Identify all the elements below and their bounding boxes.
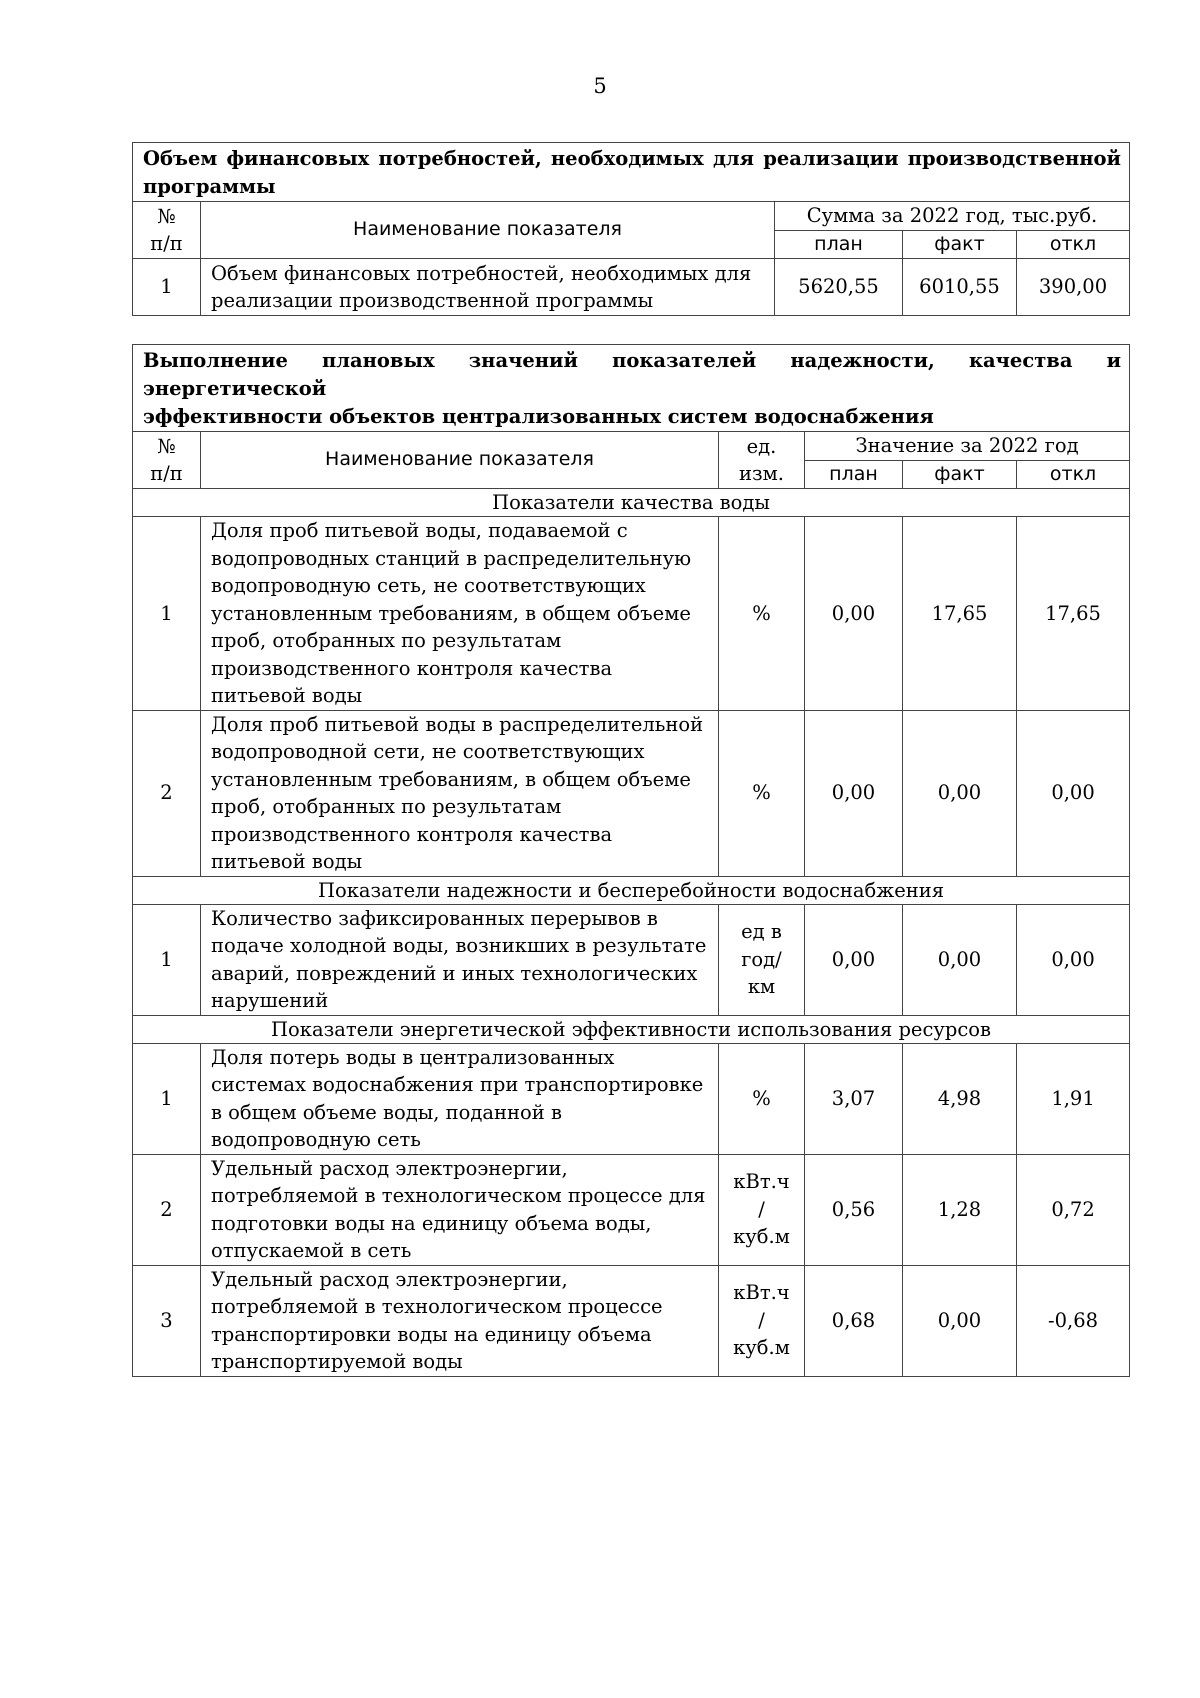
row-name: Доля потерь воды в централизованных системах водоснабжения при транспортировке в общем объеме воды, поданной в водопроводную сеть xyxy=(201,1043,719,1154)
unit-line: куб.м xyxy=(733,1336,790,1360)
header-text: п/п xyxy=(150,232,183,255)
table-row xyxy=(133,259,1130,316)
row-fact: 0,00 xyxy=(903,710,1017,876)
row-name: Удельный расход электроэнергии, потребляемой в технологическом процессе транспортировки воды на единицу объема транспортируемой воды xyxy=(201,1265,719,1376)
table-row xyxy=(133,1043,1130,1154)
row-plan: 3,07 xyxy=(805,1043,903,1154)
page-number: 5 xyxy=(593,74,607,98)
row-fact: 0,00 xyxy=(903,1265,1017,1376)
performance-indicators-table xyxy=(132,344,1130,1377)
table-title-line: программы xyxy=(143,175,276,198)
table-row xyxy=(133,710,1130,876)
row-unit: % xyxy=(719,710,805,876)
table-title xyxy=(133,345,1130,432)
section-title: Показатели энергетической эффективности использования ресурсов xyxy=(133,1015,1130,1043)
row-dev: 0,00 xyxy=(1017,710,1130,876)
table-title-row xyxy=(133,345,1130,432)
row-number: 3 xyxy=(133,1265,201,1376)
table-title-line: эффективности объектов централизованных систем водоснабжения xyxy=(143,405,934,428)
row-fact: 4,98 xyxy=(903,1043,1017,1154)
unit-line: / xyxy=(758,1308,765,1332)
col-number-header xyxy=(133,432,201,489)
header-text: № xyxy=(157,434,176,458)
row-fact: 6010,55 xyxy=(903,259,1017,316)
unit-line: ед в xyxy=(741,920,782,944)
row-plan: 0,00 xyxy=(805,710,903,876)
table-row xyxy=(133,904,1130,1015)
section-row xyxy=(133,489,1130,517)
table-row xyxy=(133,517,1130,711)
header-text: № xyxy=(157,204,176,228)
unit-line: год/ xyxy=(741,947,782,971)
row-plan: 0,68 xyxy=(805,1265,903,1376)
row-name: Количество зафиксированных перерывов в подаче холодной воды, возникших в результате аварий, повреждений и иных технологических нарушений xyxy=(201,904,719,1015)
header-text: ед. xyxy=(746,434,777,458)
col-fact-header: факт xyxy=(903,230,1017,259)
table-title-line: Выполнение плановых значений показателей надежности, качества и энергетической xyxy=(143,349,1122,400)
row-plan: 0,00 xyxy=(805,904,903,1015)
col-plan-header: план xyxy=(805,460,903,489)
row-plan: 0,00 xyxy=(805,517,903,711)
table-title xyxy=(133,143,1130,202)
header-text: п/п xyxy=(150,462,183,485)
col-number-header xyxy=(133,202,201,259)
row-number: 1 xyxy=(133,517,201,711)
row-unit: % xyxy=(719,517,805,711)
section-title: Показатели качества воды xyxy=(133,489,1130,517)
row-dev: 1,91 xyxy=(1017,1043,1130,1154)
header-row xyxy=(133,432,1130,461)
row-dev: 17,65 xyxy=(1017,517,1130,711)
row-number: 1 xyxy=(133,904,201,1015)
row-name: Объем финансовых потребностей, необходимых для реализации производственной программы xyxy=(201,259,775,316)
row-unit: % xyxy=(719,1043,805,1154)
row-dev: 0,00 xyxy=(1017,904,1130,1015)
row-number: 2 xyxy=(133,1154,201,1265)
unit-line: кВт.ч xyxy=(733,1170,790,1194)
unit-line: / xyxy=(758,1197,765,1221)
table-row xyxy=(133,1265,1130,1376)
col-unit-header xyxy=(719,432,805,489)
row-number: 2 xyxy=(133,710,201,876)
header-row xyxy=(133,202,1130,231)
row-fact: 17,65 xyxy=(903,517,1017,711)
row-dev: -0,68 xyxy=(1017,1265,1130,1376)
row-name: Доля проб питьевой воды в распределительной водопроводной сети, не соответствующих установленным требованиям, в общем объеме проб, отобранных по результатам производственного контроля качества питьевой воды xyxy=(201,710,719,876)
row-unit xyxy=(719,1265,805,1376)
row-fact: 1,28 xyxy=(903,1154,1017,1265)
header-text: изм. xyxy=(739,462,784,485)
row-dev: 390,00 xyxy=(1017,259,1130,316)
row-plan: 5620,55 xyxy=(775,259,903,316)
col-dev-header: откл xyxy=(1017,230,1130,259)
row-unit xyxy=(719,904,805,1015)
section-row xyxy=(133,876,1130,904)
section-row xyxy=(133,1015,1130,1043)
row-number: 1 xyxy=(133,1043,201,1154)
col-fact-header: факт xyxy=(903,460,1017,489)
col-value-header: Значение за 2022 год xyxy=(805,432,1130,461)
col-sum-header: Сумма за 2022 год, тыс.руб. xyxy=(775,202,1130,231)
row-name: Удельный расход электроэнергии, потребляемой в технологическом процессе для подготовки воды на единицу объема воды, отпускаемой в сеть xyxy=(201,1154,719,1265)
col-name-header: Наименование показателя xyxy=(201,432,719,489)
row-dev: 0,72 xyxy=(1017,1154,1130,1265)
table-row xyxy=(133,1154,1130,1265)
unit-line: км xyxy=(747,975,776,999)
financial-needs-table xyxy=(132,142,1130,316)
row-name: Доля проб питьевой воды, подаваемой с водопроводных станций в распределительную водопроводную сеть, не соответствующих установленным требованиям, в общем объеме проб, отобранных по результатам производственного контроля качества питьевой воды xyxy=(201,517,719,711)
row-unit xyxy=(719,1154,805,1265)
unit-line: кВт.ч xyxy=(733,1281,790,1305)
col-plan-header: план xyxy=(775,230,903,259)
col-dev-header: откл xyxy=(1017,460,1130,489)
unit-line: куб.м xyxy=(733,1225,790,1249)
row-number: 1 xyxy=(133,259,201,316)
section-title: Показатели надежности и бесперебойности водоснабжения xyxy=(133,876,1130,904)
col-name-header: Наименование показателя xyxy=(201,202,775,259)
table-title-row xyxy=(133,143,1130,202)
row-fact: 0,00 xyxy=(903,904,1017,1015)
row-plan: 0,56 xyxy=(805,1154,903,1265)
table-title-line: Объем финансовых потребностей, необходимых для реализации производственной xyxy=(143,147,1121,170)
